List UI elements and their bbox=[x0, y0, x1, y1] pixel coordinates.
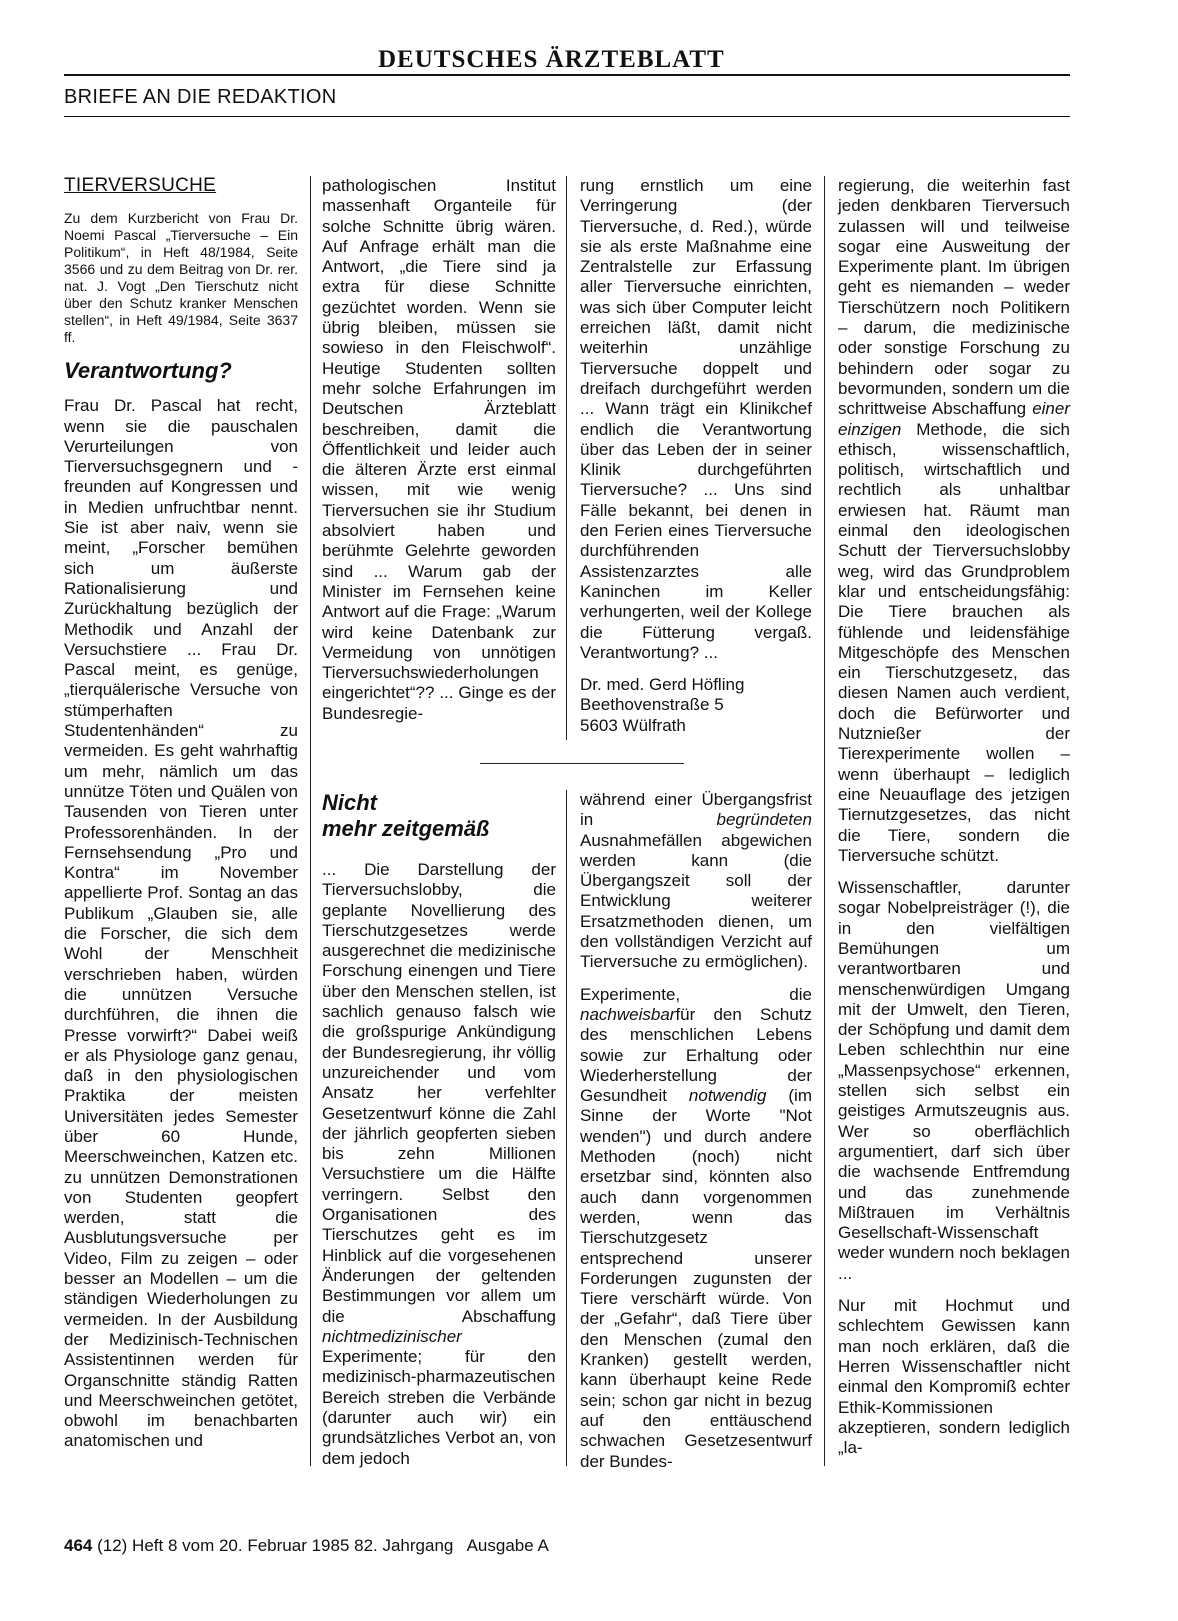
intro-text: Zu dem Kurzbericht von Frau Dr. Noemi Pascal „Tierversuche – Ein Politikum“, in Heft 48/1984, Seite 3566 und zu dem Beitrag von Dr. rer. nat. J. Vogt „Den Tierschutz nicht über den Schutz kranker Menschen stellen“, in Heft 49/1984, Seite 3637 ff. bbox=[64, 210, 298, 346]
letter-1-text-b: pathologischen Institut massenhaft Organteile für solche Schnitte übrig wären. Auf Anfrage erhält man die Antwort, „die Tiere sind ja extra für diese Schnitte gezüchtet worden. Wenn sie übrig bleiben, müssen sie sowieso in den Fleischwolf“. Heutige Studenten sollten mehr solche Erfahrungen im Deutschen Ärzteblatt beschreiben, damit die Öffentlichkeit und leider auch die älteren Ärzte erst einmal wissen, mit wie wenig Tierversuchen sie ihr Studium absolviert haben und berühmte Gelehrte geworden sind ... Warum gab der Minister im Fernsehen keine Antwort auf die Frage: „Warum wird keine Datenbank zur Vermeidung von unnötigen Tierversuchswiederholungen eingerichtet“?? ... Ginge es der Bundesregie- bbox=[322, 176, 556, 723]
letter-2-text-a: ... Die Darstellung der Tierversuchslobby, die geplante Novellierung des Tierschutzgesetzes werde ausgerechnet die medizinische Forschung einengen und Tiere über den Menschen stellen, ist sachlich genauso falsch wie die großspurige Ankündigung der Bundesregierung, ihr völlig unzureichender und vom Ansatz her verfehlter Gesetzentwurf könne die Zahl der jährlich geopferten sieben bis zehn Millionen Versuchstiere um die Hälfte verringern. Selbst den Organisationen des Tierschutzes geht es im Hinblick auf die vorgesehenen Änderungen der geltenden Bestimmungen vor allem um die Abschaffung nichtmedizinischer Experimente; für den medizinisch-pharmazeutischen Bereich streben die Verbände (darunter auch wir) ein grundsätzliches Verbot an, von dem jedoch bbox=[322, 860, 556, 1468]
letter-heading-2-line-1: Nicht bbox=[322, 790, 377, 815]
signature-street: Beethovenstraße 5 bbox=[580, 695, 724, 715]
letter-2-text-b: während einer Übergangsfrist in begründeten Ausnahmefällen abgewichen werden kann (die Übergangszeit soll der Entwicklung weiterer Ersatzmethoden dienen, um den vollständigen Verzicht auf Tierversuche zu ermöglichen). bbox=[580, 790, 812, 972]
column-3-top bbox=[580, 176, 812, 736]
masthead-rule bbox=[64, 74, 1070, 76]
letter-2-text-f: Nur mit Hochmut und schlechtem Gewissen kann man noch erklären, daß die Herren Wissenschaftler nicht einmal den Kompromiß echter Ethik-Kommissionen akzeptieren, sondern lediglich „la- bbox=[838, 1296, 1070, 1458]
column-divider-4 bbox=[824, 176, 825, 1466]
letter-1-text-a: Frau Dr. Pascal hat recht, wenn sie die pauschalen Verurteilungen von Tierversuchsgegnern und -freunden auf Kongressen und in Medien unfruchtbar nennt. Sie ist aber naiv, wenn sie meint, „Forscher bemühen sich um äußerste Rationalisierung und Zurückhaltung bezüglich der Methodik und Anzahl der Versuchstiere ... Frau Dr. Pascal meint, es genüge, „tierquälerische Versuche von stümperhaften Studentenhänden“ zu vermeiden. Es geht wahrhaftig um mehr, nämlich um das unnütze Töten und Quälen von Tausenden von Tieren unter Professorenhänden. In der Fernsehsendung „Pro und Kontra“ im November appellierte Prof. Sontag an das Publikum „Glauben sie, alle die Forscher, die sich dem Wohl der Menschheit verschrieben haben, würden die unnützen Versuche durchführen, die ihnen die Presse vorwirft?“ Dabei weiß er als Physiologe ganz genau, daß in den physiologischen Praktika der meisten Universitäten jedes Semester über 60 Hunde, Meerschweinchen, Katzen etc. zu unnützen Demonstrationen von Studenten geopfert werden, statt die Ausblutungsversuche per Video, Film zu zeigen – oder besser an Modellen – um die ständigen Wiederholungen zu vermeiden. In der Ausbildung der Medizinisch-Technischen Assistentinnen werden für Organschnitte ständig Ratten und Meerschweinchen getötet, obwohl im benachbarten anatomischen und bbox=[64, 396, 298, 1451]
signature-name: Dr. med. Gerd Höfling bbox=[580, 675, 745, 695]
column-4 bbox=[838, 176, 1070, 1458]
letter-heading-2 bbox=[322, 790, 556, 842]
page-number: 464 bbox=[64, 1536, 93, 1555]
letter-heading-2-line-2: mehr zeitgemäß bbox=[322, 816, 490, 841]
column-divider-2 bbox=[566, 176, 567, 740]
letter-2-text-e: Wissenschaftler, darunter sogar Nobelpreisträger (!), die in den vielfältigen Bemühungen um verantwortbaren und menschenwürdigen Umgang mit der Umwelt, den Tieren, der Schöpfung und damit dem Leben schlechthin nur eine „Massenpsychose“ erkennen, stellen sich selbst ein geistiges Armutszeugnis aus. Wer so oberflächlich argumentiert, darf sich über die wachsende Entfremdung und das zunehmende Mißtrauen im Verhältnis Gesellschaft-Wissenschaft weder wundern noch beklagen ... bbox=[838, 878, 1070, 1283]
signature-city: 5603 Wülfrath bbox=[580, 715, 686, 735]
masthead: DEUTSCHES ÄRZTEBLATT bbox=[378, 46, 725, 73]
column-1 bbox=[64, 176, 298, 1452]
letter-separator bbox=[480, 763, 684, 764]
issue-info: (12) Heft 8 vom 20. Februar 1985 82. Jahrgang Ausgabe A bbox=[92, 1536, 549, 1555]
section-title: BRIEFE AN DIE REDAKTION bbox=[64, 86, 337, 108]
column-2-bottom bbox=[322, 790, 556, 1469]
kicker: TIERVERSUCHE bbox=[64, 175, 217, 196]
column-divider-3 bbox=[566, 790, 567, 1466]
letter-2-text-d: regierung, die weiterhin fast jeden denkbaren Tierversuch zulassen will und teilweise sogar eine Ausweitung der Experimente plant. Im übrigen geht es niemanden – weder Tierschützern noch Politikern – darum, die medizinische oder sonstige Forschung zu behindern oder sogar zu bevormunden, sondern um die schrittweise Abschaffung einer einzigen Methode, die sich ethisch, wissenschaftlich, politisch, wirtschaftlich und rechtlich als unhaltbar erwiesen hat. Räumt man einmal den ideologischen Schutt der Tierversuchslobby weg, wird das Grundproblem klar und entscheidungsfähig: Die Tiere brauchen als fühlende und leidensfähige Mitgeschöpfe des Menschen ein Tierschutzgesetz, das diesen Namen auch verdient, doch die Befürworter und Nutznießer der Tierexperimente wollen – wenn überhaupt – lediglich eine Neuauflage des jetzigen Tiernutzgesetzes, das nicht die Tiere, sondern die Tierversuche schützt. bbox=[838, 176, 1070, 865]
page-footer bbox=[64, 1536, 549, 1556]
column-3-bottom bbox=[580, 790, 812, 1472]
column-2-top bbox=[322, 176, 556, 724]
section-rule bbox=[64, 116, 1070, 117]
column-divider-1 bbox=[310, 176, 311, 1466]
letter-1-text-c: rung ernstlich um eine Verringerung (der Tierversuche, d. Red.), würde sie als erste Maßnahme eine Zentralstelle zur Erfassung aller Tierversuche einrichten, was sich über Computer leicht erreichen läßt, damit nicht weiterhin unzählige Tierversuche doppelt und dreifach durchgeführt werden ... Wann trägt ein Klinikchef endlich die Verantwortung über das Leben der in seiner Klinik durchgeführten Tierversuche? ... Uns sind Fälle bekannt, bei denen in den Ferien eines Tierversuche durchführenden Assistenzarztes alle Kaninchen im Keller verhungerten, weil der Kollege die Fütterung vergaß. Verantwortung? ... bbox=[580, 176, 812, 662]
letter-2-text-c: Experimente, die nachweisbarfür den Schutz des menschlichen Lebens sowie zur Erhaltung oder Wiederherstellung der Gesundheit notwendig (im Sinne der Worte "Not wenden") und durch andere Methoden (noch) nicht ersetzbar sind, könnten also auch dann vorgenommen werden, wenn das Tierschutzgesetz entsprechend unserer Forderungen zugunsten der Tiere verschärft würde. Von der „Gefahr“, daß Tiere über den Menschen (zumal den Kranken) gestellt werden, kann überhaupt keine Rede sein; schon gar nicht in bezug auf den enttäuschend schwachen Gesetzesentwurf der Bundes- bbox=[580, 984, 812, 1471]
letter-heading-1: Verantwortung? bbox=[64, 358, 232, 384]
